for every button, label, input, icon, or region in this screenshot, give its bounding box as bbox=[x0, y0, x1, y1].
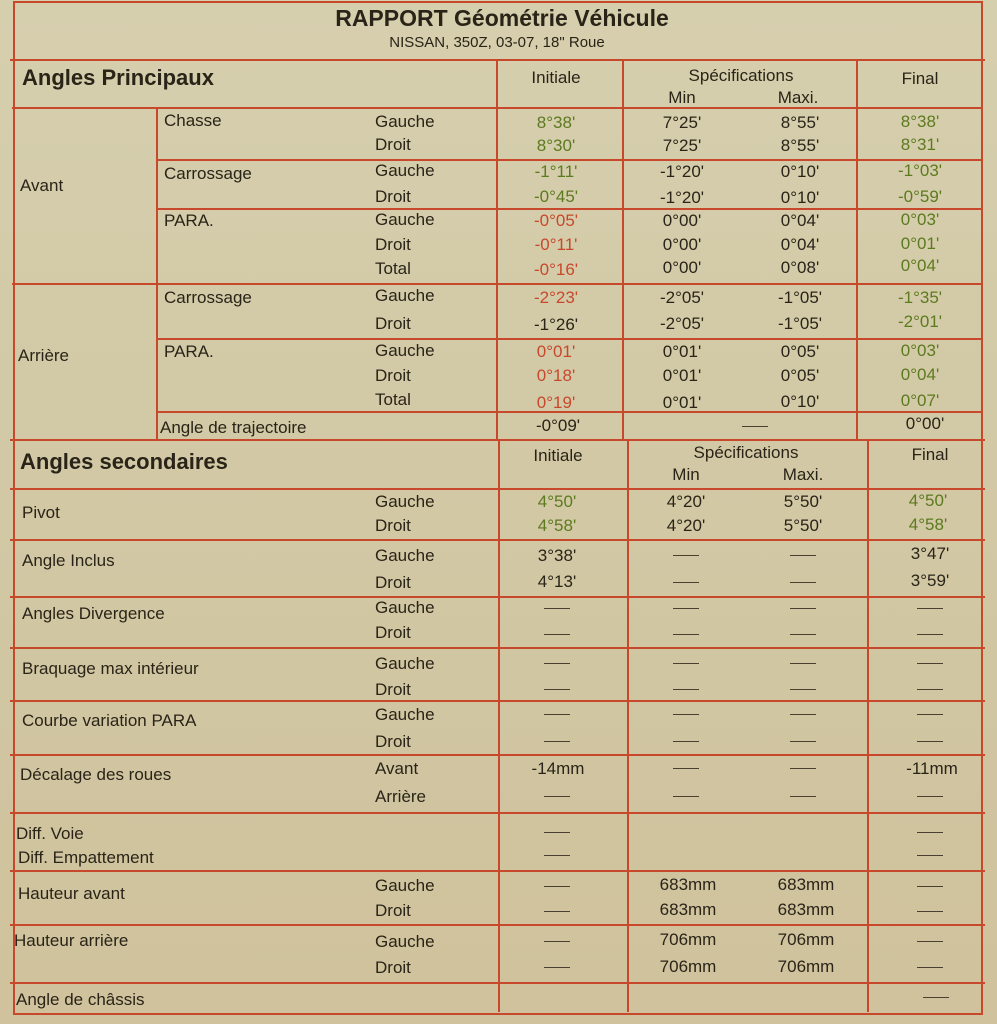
secondary-section-title: Angles secondaires bbox=[20, 449, 228, 474]
value-min: 683mm bbox=[659, 900, 717, 919]
side-label: Droit bbox=[375, 901, 411, 920]
value-final: 0°03' bbox=[900, 341, 940, 360]
row-label-hauteur-avant: Hauteur avant bbox=[18, 884, 125, 903]
group-label-arriere: Arrière bbox=[18, 346, 70, 365]
empty-value-dash bbox=[673, 796, 699, 797]
value-min: 4°20' bbox=[666, 492, 706, 511]
value-max: 683mm bbox=[777, 900, 835, 919]
side-label: Total bbox=[375, 390, 411, 409]
value-max: -1°05' bbox=[777, 288, 823, 307]
empty-value-dash bbox=[544, 714, 570, 715]
side-label: Gauche bbox=[375, 341, 435, 360]
side-label: Gauche bbox=[375, 654, 435, 673]
empty-spec-dash bbox=[742, 426, 768, 427]
value-min: 0°00' bbox=[662, 235, 702, 254]
empty-value-dash bbox=[790, 663, 816, 664]
value-final: 0°04' bbox=[900, 256, 940, 275]
empty-value-dash bbox=[544, 886, 570, 887]
value-final: 0°07' bbox=[900, 391, 940, 410]
value-final: -11mm bbox=[906, 759, 958, 778]
empty-value-dash bbox=[790, 741, 816, 742]
value-final: 0°00' bbox=[905, 414, 945, 433]
empty-value-dash bbox=[544, 663, 570, 664]
value-initial: 0°19' bbox=[536, 393, 576, 412]
col-header-specs: Spécifications bbox=[688, 66, 794, 85]
value-initial: -14mm bbox=[531, 759, 585, 778]
value-initial: -1°11' bbox=[534, 162, 578, 181]
value-final: 3°59' bbox=[910, 571, 950, 590]
value-initial: -0°45' bbox=[533, 187, 579, 206]
row-label-decalage-roues: Décalage des roues bbox=[20, 765, 172, 784]
side-label: Gauche bbox=[375, 210, 435, 229]
value-min: 7°25' bbox=[662, 136, 702, 155]
empty-value-dash bbox=[673, 555, 699, 556]
value-initial: 4°13' bbox=[537, 572, 577, 591]
value-max: 5°50' bbox=[783, 516, 823, 535]
empty-value-dash bbox=[673, 663, 699, 664]
row-label-trajectoire: Angle de trajectoire bbox=[160, 418, 307, 437]
side-label: Droit bbox=[375, 135, 411, 154]
value-max: 0°05' bbox=[780, 366, 820, 385]
value-min: 0°01' bbox=[662, 342, 702, 361]
empty-value-dash bbox=[917, 832, 943, 833]
empty-value-dash bbox=[544, 689, 570, 690]
empty-value-dash bbox=[917, 689, 943, 690]
value-min: 706mm bbox=[659, 957, 717, 976]
col-header-initial: Initiale bbox=[533, 446, 583, 465]
col-header-max: Maxi. bbox=[782, 465, 824, 484]
empty-value-dash bbox=[790, 714, 816, 715]
empty-value-dash bbox=[544, 634, 570, 635]
value-final: 0°04' bbox=[900, 365, 940, 384]
value-min: 7°25' bbox=[662, 113, 702, 132]
side-label: Arrière bbox=[375, 787, 427, 806]
value-final: 4°50' bbox=[908, 491, 948, 510]
side-label: Gauche bbox=[375, 546, 435, 565]
value-max: 0°04' bbox=[780, 235, 820, 254]
value-initial: -0°11' bbox=[534, 235, 578, 254]
empty-value-dash bbox=[790, 608, 816, 609]
value-max: 0°10' bbox=[780, 188, 820, 207]
side-label: Droit bbox=[375, 314, 411, 333]
group-label-avant: Avant bbox=[20, 176, 64, 195]
side-label: Droit bbox=[375, 235, 411, 254]
side-label: Droit bbox=[375, 187, 411, 206]
value-initial: 0°01' bbox=[536, 342, 576, 361]
value-max: 0°05' bbox=[780, 342, 820, 361]
value-max: 0°04' bbox=[780, 211, 820, 230]
col-header-min: Min bbox=[672, 465, 700, 484]
empty-value-dash bbox=[917, 714, 943, 715]
value-min: 0°00' bbox=[662, 258, 702, 277]
value-final: 8°31' bbox=[900, 135, 940, 154]
side-label: Gauche bbox=[375, 598, 435, 617]
value-final: -2°01' bbox=[897, 312, 943, 331]
side-label: Droit bbox=[375, 680, 411, 699]
value-initial: -0°05' bbox=[533, 211, 579, 230]
col-header-initial: Initiale bbox=[531, 68, 581, 87]
empty-value-dash bbox=[917, 941, 943, 942]
col-header-max: Maxi. bbox=[777, 88, 819, 107]
value-final: 4°58' bbox=[908, 515, 948, 534]
side-label: Gauche bbox=[375, 705, 435, 724]
empty-value-dash bbox=[673, 582, 699, 583]
value-final: 0°03' bbox=[900, 210, 940, 229]
side-label: Droit bbox=[375, 623, 411, 642]
empty-value-dash bbox=[917, 663, 943, 664]
empty-value-dash bbox=[790, 796, 816, 797]
col-header-final: Final bbox=[911, 445, 949, 464]
empty-value-dash bbox=[790, 555, 816, 556]
row-label-pivot: Pivot bbox=[22, 503, 60, 522]
value-max: 8°55' bbox=[780, 113, 820, 132]
value-max: 0°08' bbox=[780, 258, 820, 277]
value-final: 3°47' bbox=[910, 544, 950, 563]
value-final: 8°38' bbox=[900, 112, 940, 131]
empty-value-dash bbox=[544, 967, 570, 968]
empty-value-dash bbox=[673, 634, 699, 635]
empty-value-dash bbox=[923, 997, 949, 998]
value-final: -1°35' bbox=[897, 288, 943, 307]
side-label: Droit bbox=[375, 958, 411, 977]
value-initial: 4°50' bbox=[537, 492, 577, 511]
empty-value-dash bbox=[673, 714, 699, 715]
side-label: Droit bbox=[375, 516, 411, 535]
value-min: 0°00' bbox=[662, 211, 702, 230]
principal-section-title: Angles Principaux bbox=[22, 65, 214, 90]
empty-value-dash bbox=[673, 768, 699, 769]
value-initial: -1°26' bbox=[533, 315, 579, 334]
value-initial: -2°23' bbox=[533, 288, 579, 307]
empty-value-dash bbox=[917, 967, 943, 968]
value-min: 683mm bbox=[659, 875, 717, 894]
value-initial: 0°18' bbox=[536, 366, 576, 385]
value-max: 683mm bbox=[777, 875, 835, 894]
empty-value-dash bbox=[790, 768, 816, 769]
empty-value-dash bbox=[917, 855, 943, 856]
empty-value-dash bbox=[790, 689, 816, 690]
empty-value-dash bbox=[544, 911, 570, 912]
empty-value-dash bbox=[673, 689, 699, 690]
value-min: 4°20' bbox=[666, 516, 706, 535]
row-label-angles-divergence: Angles Divergence bbox=[22, 604, 165, 623]
row-label-angle-inclus: Angle Inclus bbox=[22, 551, 115, 570]
value-final: 0°01' bbox=[900, 234, 940, 253]
value-min: 706mm bbox=[659, 930, 717, 949]
vehicle-subtitle: NISSAN, 350Z, 03-07, 18" Roue bbox=[389, 34, 605, 51]
side-label: Gauche bbox=[375, 286, 435, 305]
row-label-para-avant: PARA. bbox=[164, 211, 214, 230]
row-label-para-arriere: PARA. bbox=[164, 342, 214, 361]
side-label: Gauche bbox=[375, 112, 435, 131]
side-label: Avant bbox=[375, 759, 419, 778]
value-initial: 8°30' bbox=[536, 136, 576, 155]
value-initial: 8°38' bbox=[536, 113, 576, 132]
value-initial: -0°16' bbox=[533, 260, 579, 279]
row-label-diff-empattement: Diff. Empattement bbox=[18, 848, 154, 867]
value-min: -1°20' bbox=[659, 162, 705, 181]
value-max: 0°10' bbox=[780, 392, 820, 411]
side-label: Total bbox=[375, 259, 411, 278]
empty-value-dash bbox=[917, 608, 943, 609]
value-initial: 4°58' bbox=[537, 516, 577, 535]
value-min: -2°05' bbox=[659, 314, 705, 333]
empty-value-dash bbox=[790, 582, 816, 583]
row-label-courbe-variation-para: Courbe variation PARA bbox=[22, 711, 197, 730]
side-label: Droit bbox=[375, 366, 411, 385]
side-label: Droit bbox=[375, 573, 411, 592]
empty-value-dash bbox=[544, 941, 570, 942]
side-label: Gauche bbox=[375, 932, 435, 951]
value-max: 8°55' bbox=[780, 136, 820, 155]
empty-value-dash bbox=[917, 634, 943, 635]
empty-value-dash bbox=[544, 832, 570, 833]
col-header-min: Min bbox=[668, 88, 696, 107]
empty-value-dash bbox=[917, 796, 943, 797]
value-max: 706mm bbox=[777, 957, 835, 976]
value-min: -1°20' bbox=[659, 188, 705, 207]
col-header-specs: Spécifications bbox=[693, 443, 799, 462]
value-max: 0°10' bbox=[780, 162, 820, 181]
empty-value-dash bbox=[544, 608, 570, 609]
side-label: Droit bbox=[375, 732, 411, 751]
side-label: Gauche bbox=[375, 492, 435, 511]
side-label: Gauche bbox=[375, 876, 435, 895]
row-label-carrossage-arriere: Carrossage bbox=[164, 288, 252, 307]
value-initial: 3°38' bbox=[537, 546, 577, 565]
empty-value-dash bbox=[917, 911, 943, 912]
value-max: 5°50' bbox=[783, 492, 823, 511]
empty-value-dash bbox=[917, 886, 943, 887]
empty-value-dash bbox=[544, 796, 570, 797]
report-title: RAPPORT Géométrie Véhicule bbox=[335, 5, 669, 31]
row-label-diff-voie: Diff. Voie bbox=[16, 824, 84, 843]
empty-value-dash bbox=[790, 634, 816, 635]
value-final: -1°03' bbox=[897, 161, 943, 180]
empty-value-dash bbox=[673, 608, 699, 609]
value-max: -1°05' bbox=[777, 314, 823, 333]
empty-value-dash bbox=[544, 855, 570, 856]
value-min: 0°01' bbox=[662, 393, 702, 412]
value-final: -0°59' bbox=[897, 187, 943, 206]
row-label-hauteur-arriere: Hauteur arrière bbox=[14, 931, 129, 950]
value-initial: -0°09' bbox=[535, 416, 581, 435]
value-min: 0°01' bbox=[662, 366, 702, 385]
empty-value-dash bbox=[917, 741, 943, 742]
row-label-chasse: Chasse bbox=[164, 111, 222, 130]
side-label: Gauche bbox=[375, 161, 435, 180]
row-label-carrossage-avant: Carrossage bbox=[164, 164, 252, 183]
empty-value-dash bbox=[544, 741, 570, 742]
empty-value-dash bbox=[673, 741, 699, 742]
value-min: -2°05' bbox=[659, 288, 705, 307]
row-label-braquage-max: Braquage max intérieur bbox=[22, 659, 199, 678]
col-header-final: Final bbox=[901, 69, 939, 88]
row-label-angle-chassis: Angle de châssis bbox=[16, 990, 145, 1009]
value-max: 706mm bbox=[777, 930, 835, 949]
